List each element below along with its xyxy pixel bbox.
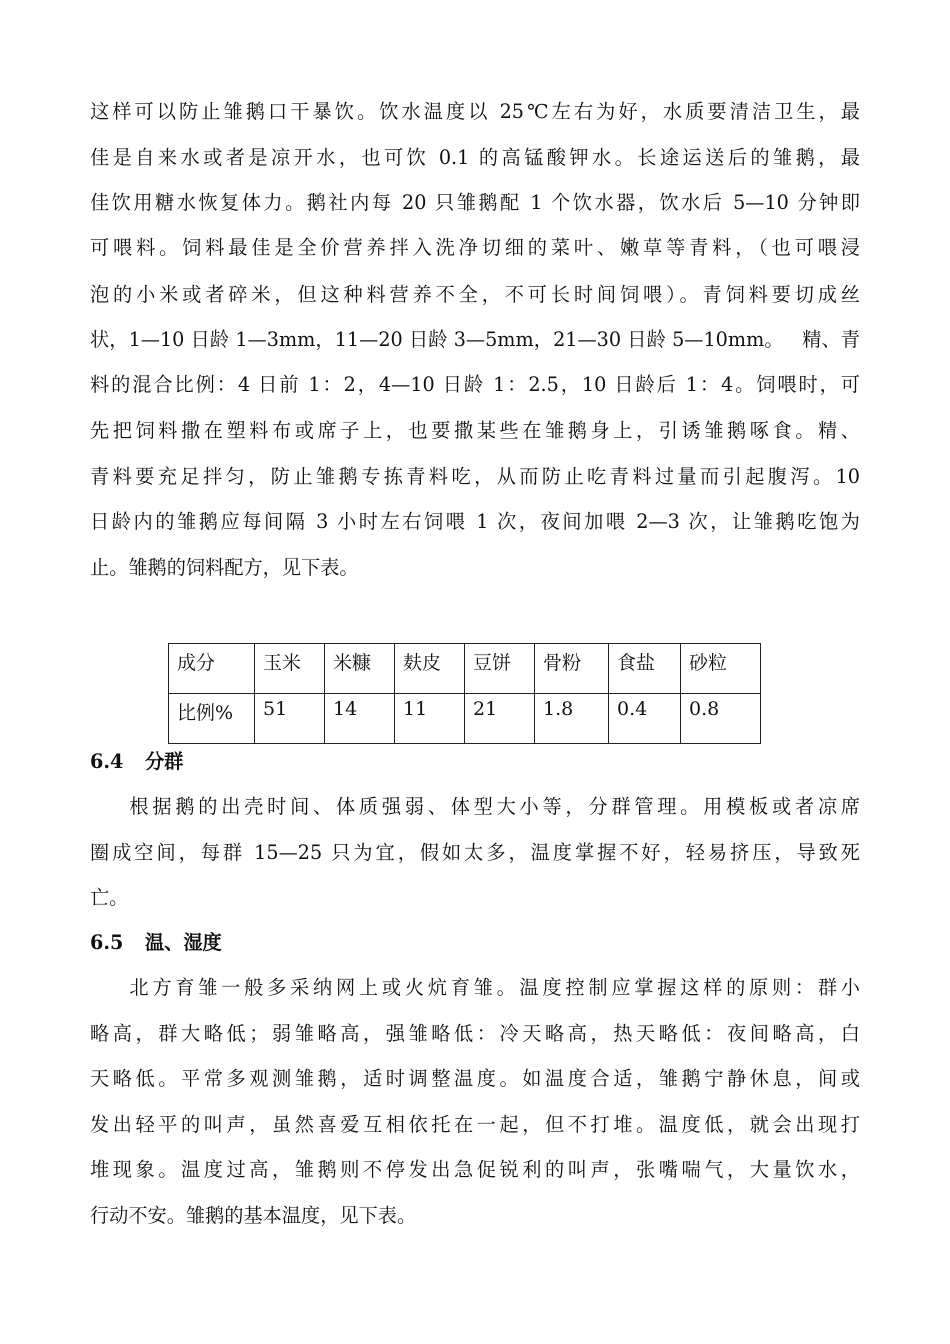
- text-line: 这样可以防止雏鹅口干暴饮。饮水温度以 25℃左右为好，水质要清洁卫生，最: [90, 100, 860, 123]
- text-line: 日龄内的雏鹅应每间隔 3 小时左右饲喂 1 次，夜间加喂 2—3 次，让雏鹅吃饱为: [90, 510, 860, 533]
- text-line: 圈成空间，每群 15—25 只为宜，假如太多，温度掌握不好，轻易挤压，导致死: [90, 841, 860, 864]
- table-cell: 21: [465, 694, 535, 744]
- table-cell: 1.8: [535, 694, 609, 744]
- table-cell: 砂粒: [681, 644, 761, 694]
- text-line: 佳是自来水或者是凉开水，也可饮 0.1 的高锰酸钾水。长途运送后的雏鹅，最: [90, 146, 860, 169]
- text-line: 北方育雏一般多采纳网上或火炕育雏。温度控制应掌握这样的原则：群小: [90, 976, 860, 999]
- text-line: 青料要充足拌匀，防止雏鹅专拣青料吃，从而防止吃青料过量而引起腹泻。10: [90, 465, 860, 488]
- table-cell: 玉米: [255, 644, 325, 694]
- text-line: 发出轻平的叫声，虽然喜爱互相依托在一起，但不打堆。温度低，就会出现打: [90, 1113, 860, 1136]
- text-line: 行动不安。雏鹅的基本温度，见下表。: [90, 1204, 417, 1227]
- table-cell: 骨粉: [535, 644, 609, 694]
- text-line: 天略低。平常多观测雏鹅，适时调整温度。如温度合适，雏鹅宁静休息，间或: [90, 1067, 860, 1090]
- table-cell: 0.4: [609, 694, 681, 744]
- table-cell: 11: [395, 694, 465, 744]
- table-cell: 0.8: [681, 694, 761, 744]
- text-line: 状，1—10 日龄 1—3mm，11—20 日龄 3—5mm，21—30 日龄 5—10mm。 精、青: [90, 328, 860, 351]
- text-line: 泡的小米或者碎米，但这种料营养不全，不可长时间饲喂）。青饲料要切成丝: [90, 283, 860, 306]
- table-cell: 食盐: [609, 644, 681, 694]
- section-number: 6.5: [90, 931, 124, 954]
- text-line: 止。雏鹅的饲料配方，见下表。: [90, 556, 359, 579]
- section-title: 温、湿度: [145, 931, 222, 954]
- text-line: 根据鹅的出壳时间、体质强弱、体型大小等，分群管理。用模板或者凉席: [90, 795, 860, 818]
- section-heading-6-5: [90, 931, 222, 955]
- table-cell: 51: [255, 694, 325, 744]
- table-row: [169, 644, 761, 694]
- text-line: 佳饮用糖水恢复体力。鹅社内每 20 只雏鹅配 1 个饮水器，饮水后 5—10 分钟即: [90, 191, 860, 214]
- text-line: 可喂料。饲料最佳是全价营养拌入洗净切细的菜叶、嫩草等青料，（也可喂浸: [90, 236, 860, 259]
- feed-formula-table: [168, 643, 761, 744]
- text-line: 先把饲料撒在塑料布或席子上，也要撒某些在雏鹅身上，引诱雏鹅啄食。精、: [90, 419, 860, 442]
- text-line: 料的混合比例：4 日前 1：2，4—10 日龄 1：2.5，10 日龄后 1：4。饲喂时，可: [90, 373, 860, 396]
- text-line: 略高，群大略低；弱雏略高，强雏略低：冷天略高，热天略低：夜间略高，白: [90, 1022, 860, 1045]
- table-cell: 豆饼: [465, 644, 535, 694]
- table-cell: 比例%: [169, 694, 255, 744]
- section-title: 分群: [145, 750, 184, 773]
- section-heading-6-4: [90, 750, 183, 774]
- text-line: 亡。: [90, 886, 129, 909]
- table-cell: 14: [325, 694, 395, 744]
- table-cell: 成分: [169, 644, 255, 694]
- table-cell: 米糠: [325, 644, 395, 694]
- section-number: 6.4: [90, 750, 124, 773]
- table-cell: 麸皮: [395, 644, 465, 694]
- table-row: [169, 694, 761, 744]
- text-line: 堆现象。温度过高，雏鹅则不停发出急促锐利的叫声，张嘴喘气，大量饮水，: [90, 1158, 860, 1181]
